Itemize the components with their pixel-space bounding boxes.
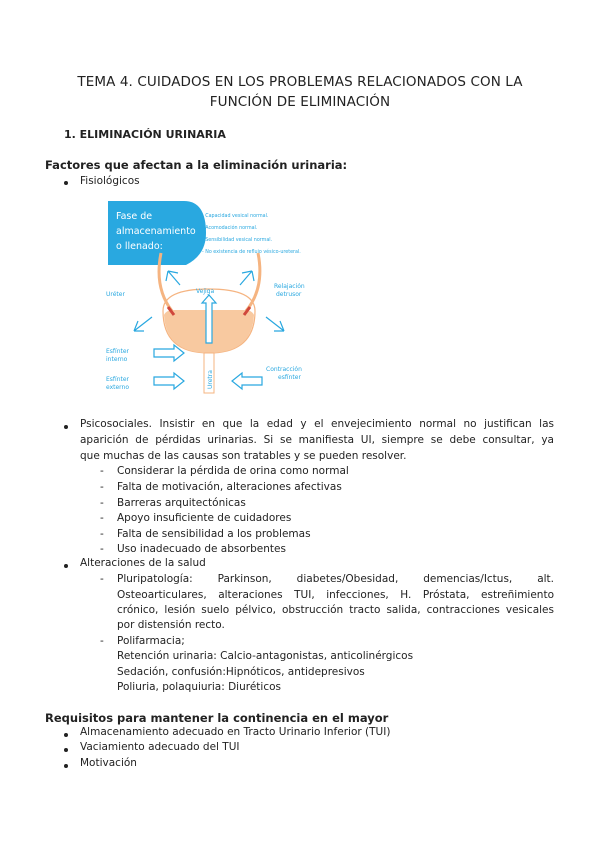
- psico-item-2: Falta de motivación, alteraciones afectivas: [117, 481, 342, 493]
- psico-line-2: aparición de pérdidas urinarias. Si se manifiesta UI, siempre se debe consultar, ya: [80, 434, 554, 446]
- poli-line-2: Retención urinaria: Calcio-antagonistas, anticolinérgicos: [117, 650, 414, 662]
- psico-line-1: Psicosociales. Insistir en que la edad y el envejecimiento normal no justifican las: [80, 418, 554, 430]
- psico-item-5: Falta de sensibilidad a los problemas: [117, 528, 311, 540]
- phase-title-2: almacenamiento: [116, 226, 196, 237]
- requisito-item-1: Almacenamiento adecuado en Tracto Urinario Inferior (TUI): [80, 726, 391, 738]
- psico-item-3: Barreras arquitectónicas: [117, 497, 246, 509]
- bullet: [64, 733, 68, 737]
- arrow-contraccion: [232, 373, 262, 389]
- alteraciones-label: Alteraciones de la salud: [80, 557, 206, 569]
- page-title-line1: TEMA 4. CUIDADOS EN LOS PROBLEMAS RELACIONADOS CON LA: [77, 74, 523, 90]
- bullet: [64, 564, 68, 568]
- psico-item-4: Apoyo insuficiente de cuidadores: [117, 512, 292, 524]
- dash-marker: -: [100, 635, 104, 647]
- bladder-diagram: [94, 193, 334, 395]
- phase-point-1: - Capacidad vesical normal.: [202, 214, 269, 219]
- arrow-esf-interno: [154, 345, 184, 361]
- esf-interno-label-2: interno: [106, 356, 128, 363]
- vejiga-label: Vejiga: [196, 288, 215, 295]
- dash-marker: -: [100, 465, 104, 477]
- contraccion-label-2: esfínter: [278, 374, 301, 381]
- relajacion-label-1: Relajación: [274, 283, 305, 290]
- dash-marker: -: [100, 512, 104, 524]
- phase-title-3: o llenado:: [116, 241, 163, 252]
- poli-line-1: Polifarmacia;: [117, 635, 185, 647]
- factores-heading: Factores que afectan a la eliminación urinaria:: [45, 158, 348, 172]
- ureter-right: [246, 253, 260, 311]
- bullet: [64, 425, 68, 429]
- pluri-line-4: por distensión recto.: [117, 619, 225, 631]
- contraccion-label-1: Contracción: [266, 366, 302, 373]
- phase-point-2: - Acomodación normal.: [202, 226, 258, 231]
- arrow-down-right: [266, 317, 284, 331]
- fisiologicos-label: Fisiológicos: [80, 175, 140, 187]
- psico-item-1: Considerar la pérdida de orina como normal: [117, 465, 349, 477]
- arrow-up-right: [240, 271, 254, 285]
- poli-line-3: Sedación, confusión:Hipnóticos, antidepresivos: [117, 666, 365, 678]
- phase-title-1: Fase de: [116, 211, 153, 222]
- urethra-label: Uretra: [207, 370, 214, 389]
- dash-marker: -: [100, 497, 104, 509]
- pluri-line-3: crónico, lesión suelo pélvico, obstrucción tracto salida, contracciones vesicales: [117, 604, 554, 616]
- dash-marker: -: [100, 481, 104, 493]
- psico-item-6: Uso inadecuado de absorbentes: [117, 543, 286, 555]
- pluri-line-2: Osteoarticulares, alteraciones TUI, infecciones, H. Próstata, estreñimiento: [117, 589, 554, 601]
- esf-externo-label-2: externo: [106, 384, 130, 391]
- phase-point-3: - Sensibilidad vesical normal.: [202, 238, 273, 243]
- esf-interno-label-1: Esfínter: [106, 348, 130, 355]
- pluri-line-1: Pluripatología: Parkinson, diabetes/Obesidad, demencias/Ictus, alt.: [117, 573, 554, 585]
- psico-line-3: que muchas de las causas son tratables y se pueden resolver.: [80, 450, 407, 462]
- poli-line-4: Poliuria, polaquiuria: Diuréticos: [117, 681, 281, 693]
- bullet: [64, 181, 68, 185]
- arrow-up-left: [166, 271, 180, 285]
- requisito-item-3: Motivación: [80, 757, 137, 769]
- page-title-line2: FUNCIÓN DE ELIMINACIÓN: [209, 94, 391, 110]
- section-heading: 1. ELIMINACIÓN URINARIA: [64, 128, 226, 141]
- dash-marker: -: [100, 543, 104, 555]
- dash-marker: -: [100, 528, 104, 540]
- requisitos-heading: Requisitos para mantener la continencia en el mayor: [45, 711, 389, 725]
- arrow-down-left: [134, 317, 152, 331]
- relajacion-label-2: detrusor: [276, 291, 302, 298]
- esf-externo-label-1: Esfínter: [106, 376, 130, 383]
- arrow-esf-externo: [154, 373, 184, 389]
- bullet: [64, 748, 68, 752]
- bullet: [64, 764, 68, 768]
- requisito-item-2: Vaciamiento adecuado del TUI: [80, 741, 240, 753]
- dash-marker: -: [100, 573, 104, 585]
- ureter-label: Uréter: [106, 291, 125, 298]
- phase-point-4: - No existencia de reflujo vésico-ureteral.: [202, 250, 301, 255]
